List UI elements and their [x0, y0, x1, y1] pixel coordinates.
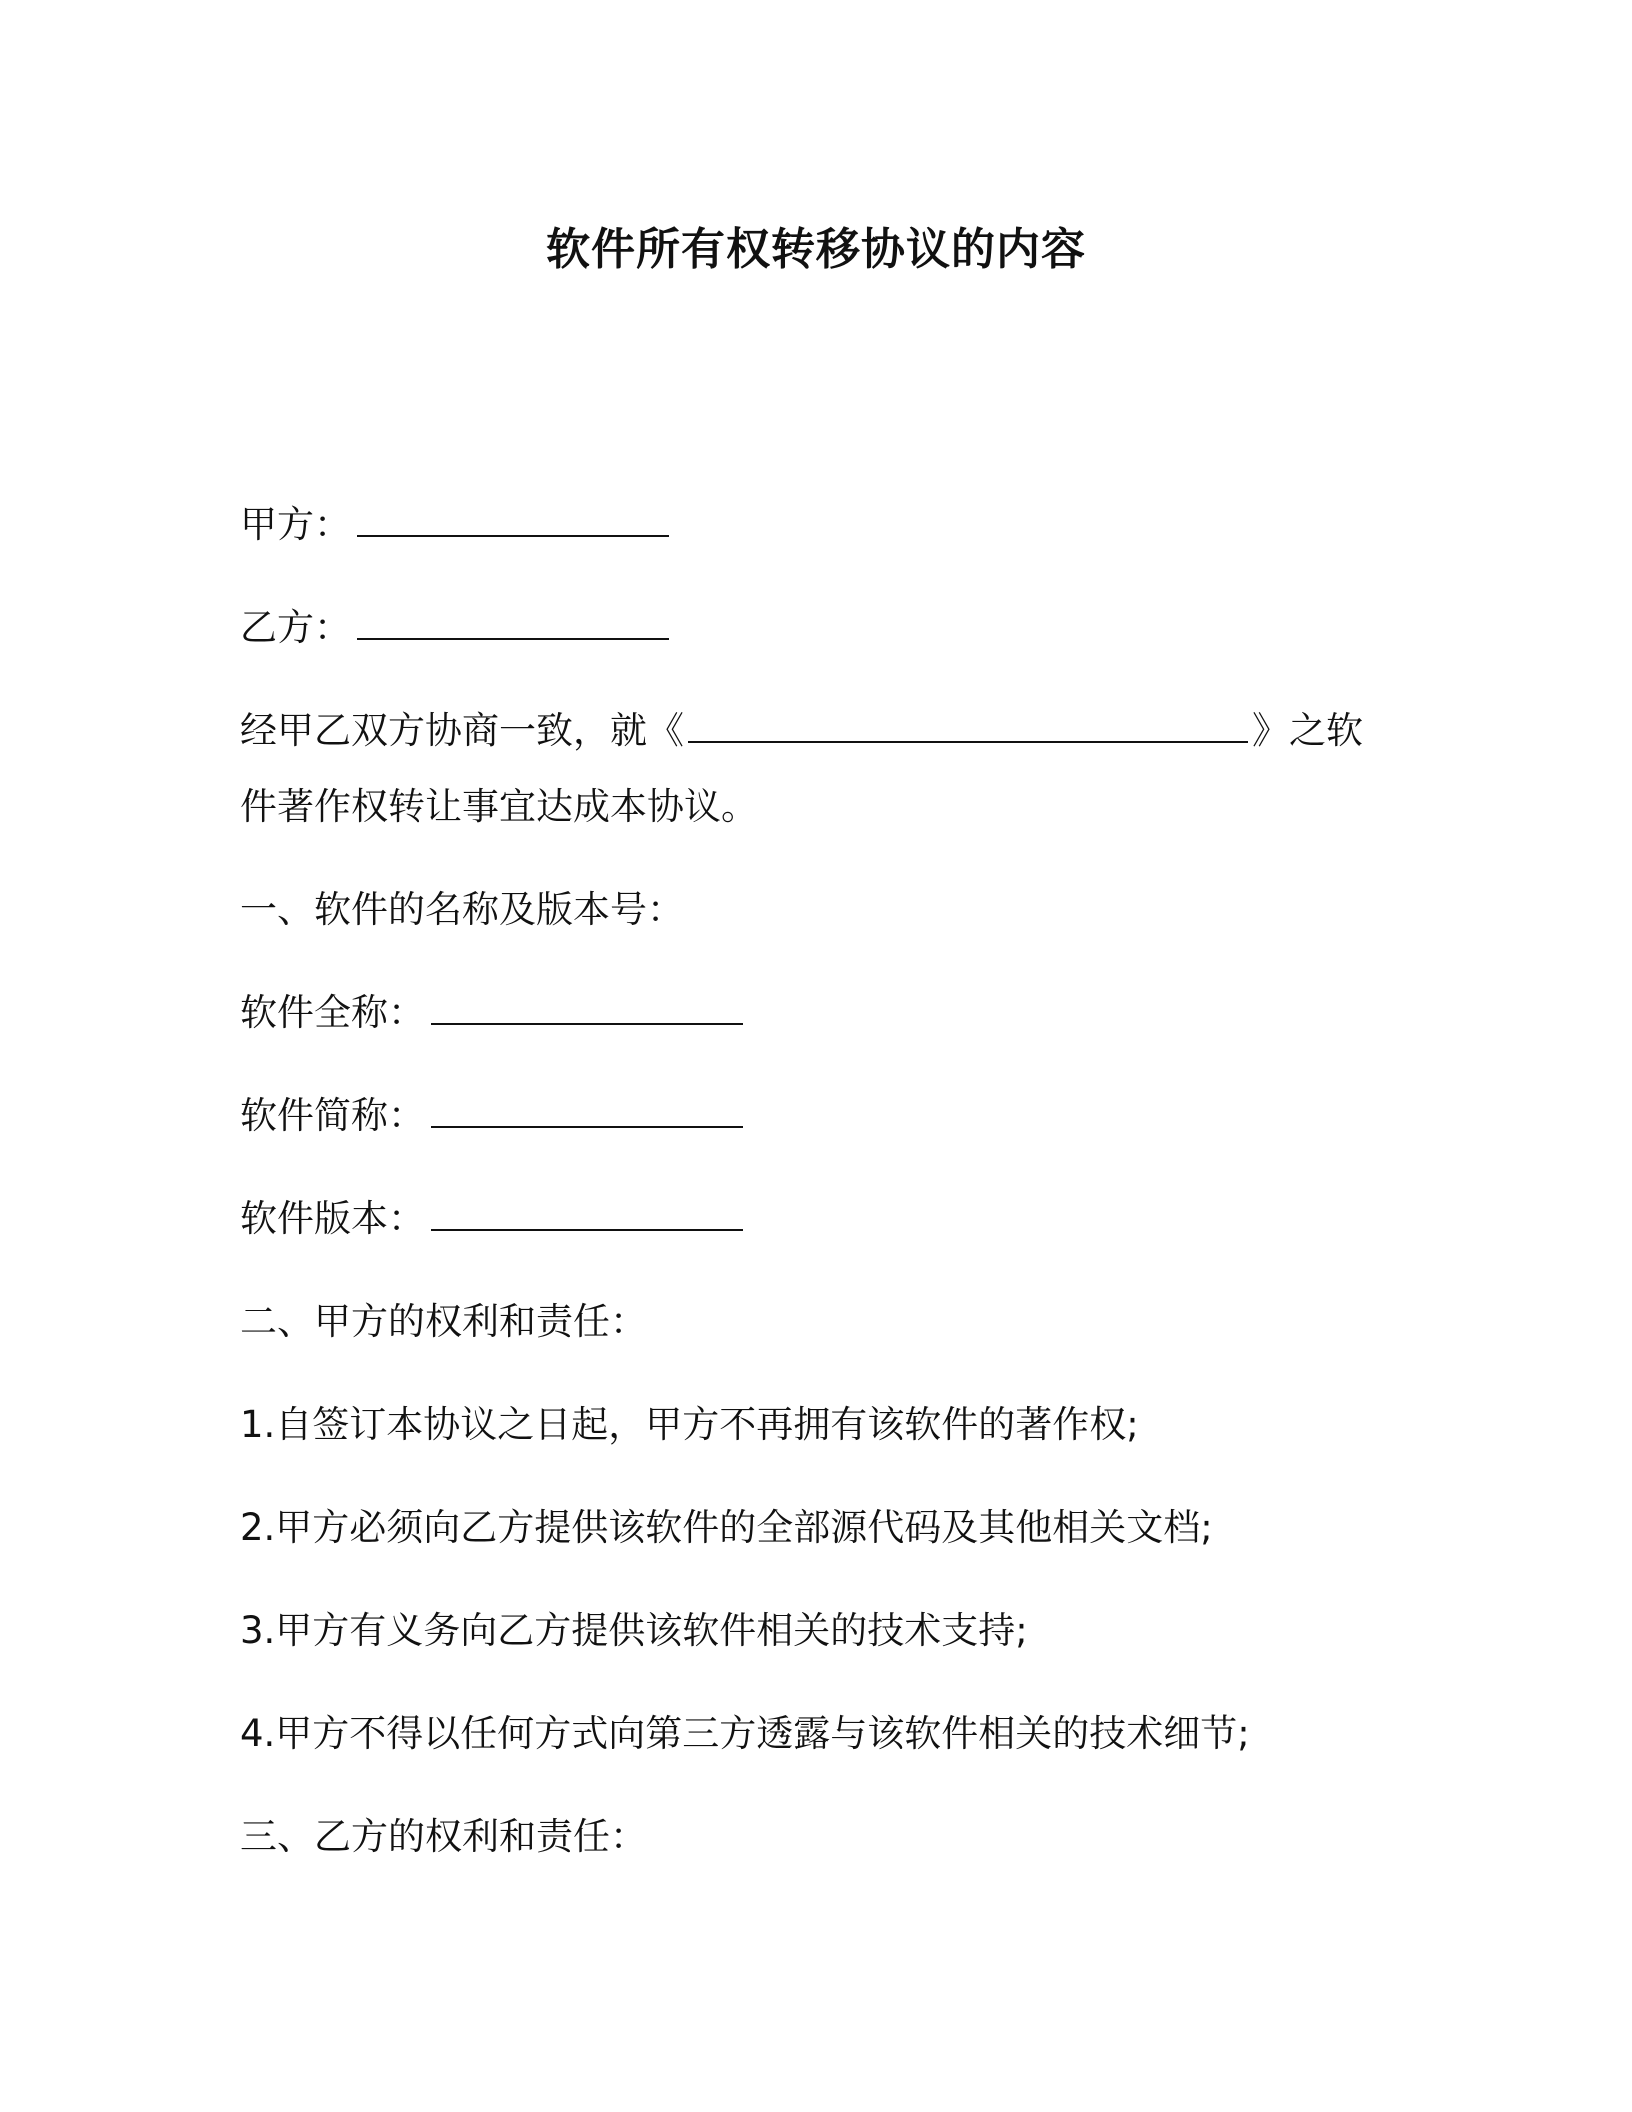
section-3-heading: 三、乙方的权利和责任： [240, 1815, 647, 1858]
full-name-label: 软件全称： [240, 991, 425, 1034]
full-name-blank [431, 995, 743, 1025]
version-blank [431, 1201, 743, 1231]
version-line [240, 1194, 743, 1244]
section-1-heading: 一、软件的名称及版本号： [240, 888, 684, 931]
party-a-label: 甲方： [240, 503, 351, 546]
intro-line-1 [240, 706, 1363, 756]
section-2-item-4: 4.甲方不得以任何方式向第三方透露与该软件相关的技术细节; [240, 1712, 1250, 1755]
party-a-blank [357, 507, 669, 537]
section-2-heading: 二、甲方的权利和责任： [240, 1300, 647, 1343]
intro-suffix: 》之软 [1252, 709, 1363, 752]
intro-line-2: 件著作权转让事宜达成本协议。 [240, 785, 758, 828]
document-title: 软件所有权转移协议的内容 [546, 224, 1086, 275]
party-b-blank [357, 610, 669, 640]
version-label: 软件版本： [240, 1197, 425, 1240]
party-a-line [240, 500, 669, 550]
party-b-line [240, 603, 669, 653]
short-name-label: 软件简称： [240, 1094, 425, 1137]
section-2-item-3: 3.甲方有义务向乙方提供该软件相关的技术支持; [240, 1609, 1028, 1652]
full-name-line [240, 988, 743, 1038]
short-name-blank [431, 1098, 743, 1128]
software-name-blank [688, 713, 1248, 743]
section-2-item-2: 2.甲方必须向乙方提供该软件的全部源代码及其他相关文档; [240, 1506, 1213, 1549]
short-name-line [240, 1091, 743, 1141]
party-b-label: 乙方： [240, 606, 351, 649]
section-2-item-1: 1.自签订本协议之日起，甲方不再拥有该软件的著作权; [240, 1403, 1139, 1446]
intro-prefix: 经甲乙双方协商一致，就《 [240, 709, 684, 752]
